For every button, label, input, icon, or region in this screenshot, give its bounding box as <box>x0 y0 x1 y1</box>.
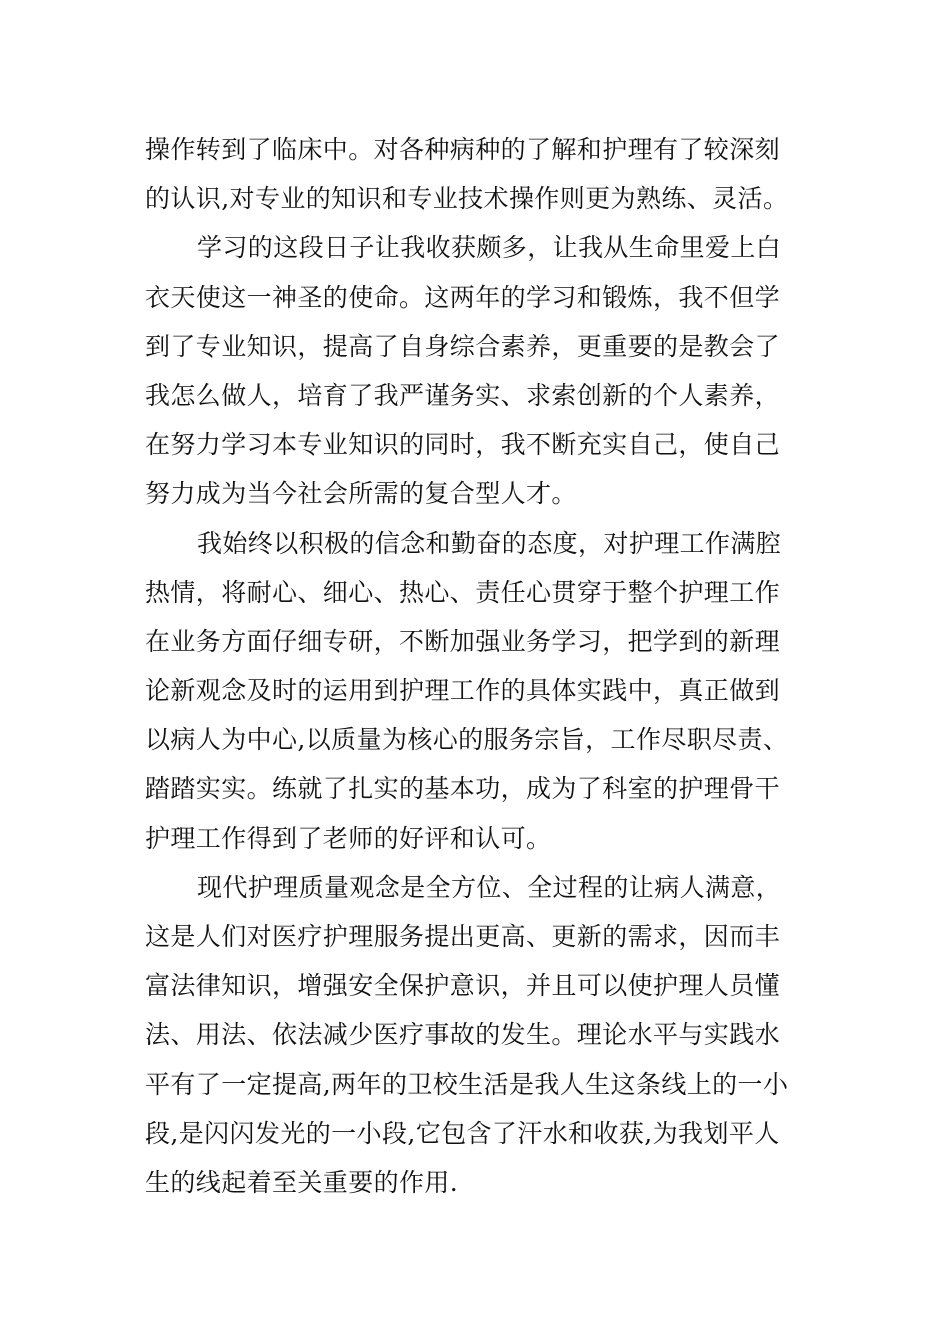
text-line: 热情，将耐心、细心、热心、责任心贯穿于整个护理工作 <box>145 577 781 607</box>
text-line: 论新观念及时的运用到护理工作的具体实践中，真正做到 <box>145 676 781 706</box>
text-line: 我怎么做人，培育了我严谨务实、求索创新的个人素养， <box>145 380 781 410</box>
text-line: 护理工作得到了老师的好评和认可。 <box>145 823 552 853</box>
text-line: 生的线起着至关重要的作用. <box>145 1167 459 1197</box>
text-line: 以病人为中心,以质量为核心的服务宗旨，工作尽职尽责、 <box>145 725 789 755</box>
text-line: 踏踏实实。练就了扎实的基本功，成为了科室的护理骨干 <box>145 774 781 804</box>
text-line: 这是人们对医疗护理服务提出更高、更新的需求，因而丰 <box>145 922 781 951</box>
text-line: 在努力学习本专业知识的同时，我不断充实自己，使自己 <box>145 430 781 460</box>
text-line: 段,是闪闪发光的一小段,它包含了汗水和收获,为我划平人 <box>145 1118 780 1148</box>
text-line: 操作转到了临床中。对各种病种的了解和护理有了较深刻 <box>145 135 781 164</box>
paragraph-start-line: 现代护理质量观念是全方位、全过程的让病人满意， <box>197 872 782 902</box>
text-line: 法、用法、依法减少医疗事故的发生。理论水平与实践水 <box>145 1020 781 1050</box>
text-line: 富法律知识，增强安全保护意识，并且可以使护理人员懂 <box>145 971 781 1001</box>
text-line: 在业务方面仔细专研，不断加强业务学习，把学到的新理 <box>145 626 781 656</box>
text-line: 衣天使这一神圣的使命。这两年的学习和锻炼，我不但学 <box>145 282 781 312</box>
document-body <box>145 125 809 1207</box>
text-line: 的认识,对专业的知识和专业技术操作则更为熟练、灵活。 <box>145 184 789 214</box>
paragraph-start-line: 学习的这段日子让我收获颇多，让我从生命里爱上白 <box>197 233 782 263</box>
text-line: 平有了一定提高,两年的卫校生活是我人生这条线上的一小 <box>145 1069 789 1099</box>
text-line: 到了专业知识，提高了自身综合素养，更重要的是教会了 <box>145 331 781 361</box>
paragraph-start-line: 我始终以积极的信念和勤奋的态度，对护理工作满腔 <box>197 528 782 558</box>
text-line: 努力成为当今社会所需的复合型人才。 <box>145 479 577 509</box>
